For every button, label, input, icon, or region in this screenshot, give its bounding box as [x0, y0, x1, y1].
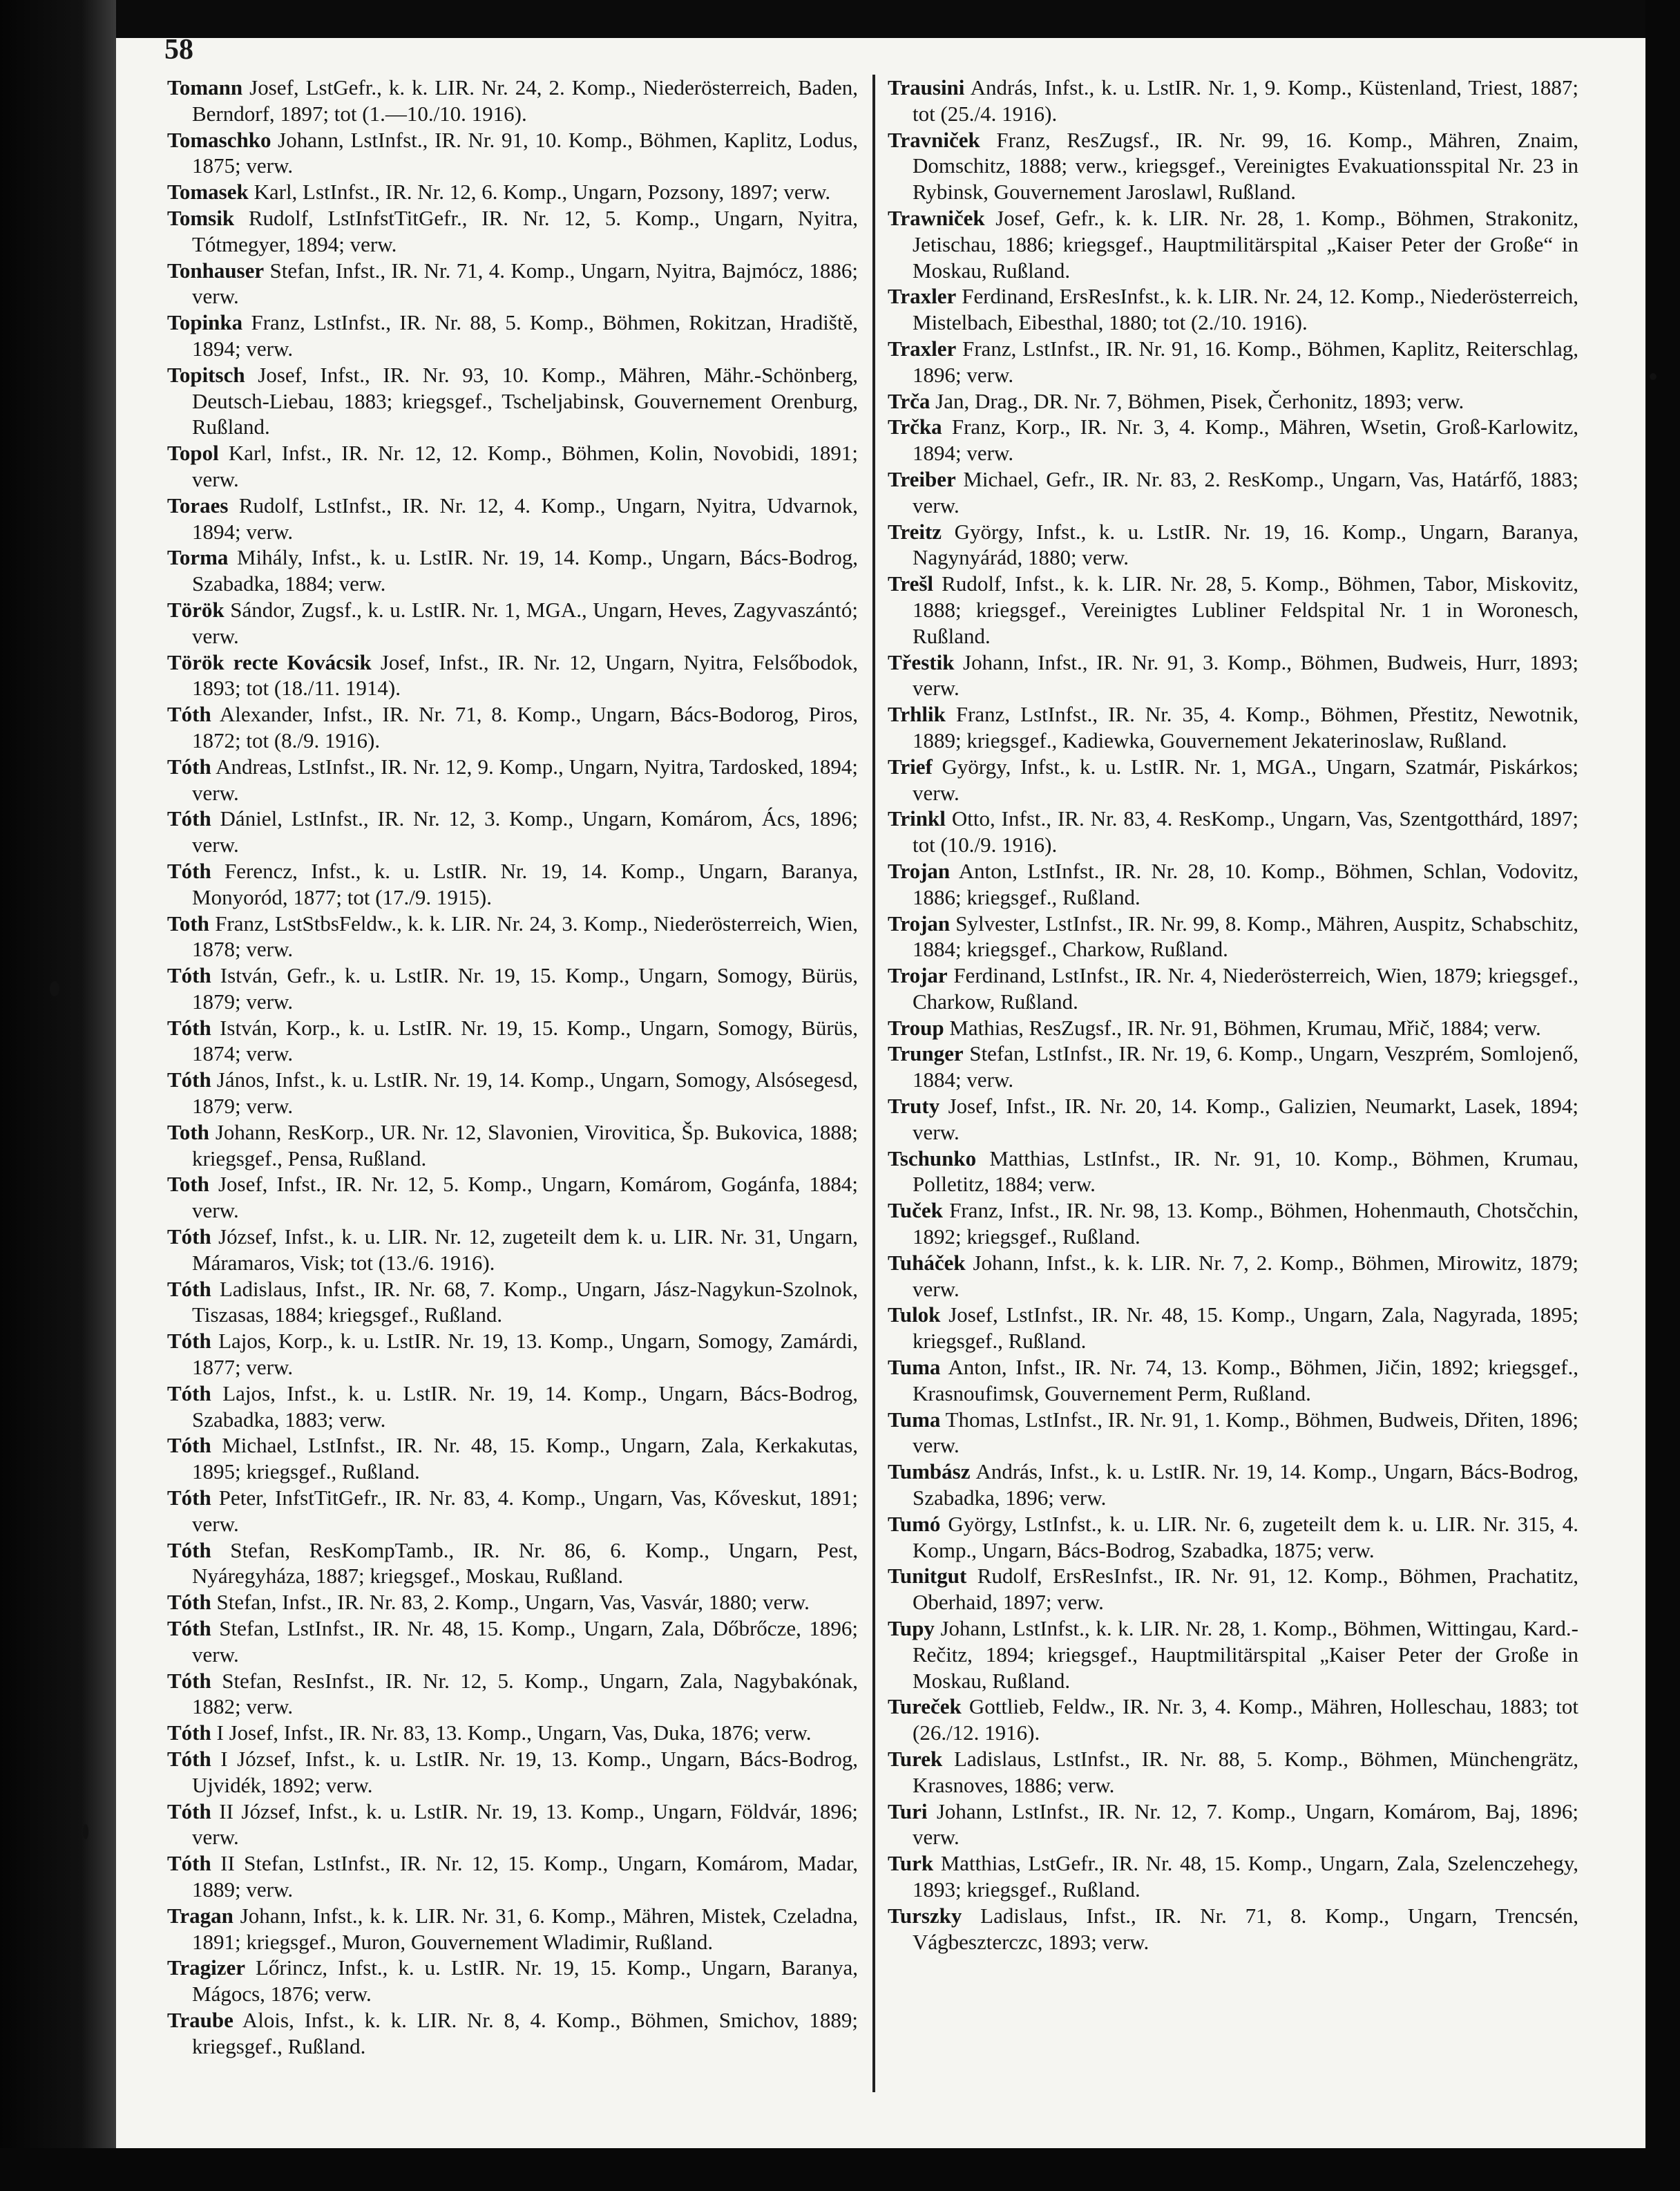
- entry-details: Franz, ResZugsf., IR. Nr. 99, 16. Komp., Mähren, Znaim, Domschitz, 1888; verw., kriegsgef., Vereinigtes Evakuationsspital Nr. 23 in Rybinsk, Gouvernement Jaroslawl, Rußland.: [913, 127, 1578, 205]
- list-entry: [167, 1615, 858, 1668]
- entry-details: Thomas, LstInfst., IR. Nr. 91, 1. Komp., Böhmen, Budweis, Dřiten, 1896; verw.: [913, 1407, 1578, 1458]
- entry-surname: Tóth: [167, 1720, 211, 1745]
- entry-surname: Torma: [167, 545, 229, 570]
- entry-details: Rudolf, Infst., k. k. LIR. Nr. 28, 5. Komp., Böhmen, Tabor, Miskovitz, 1888; kriegsgef., Vereinigtes Lubliner Feldspital Nr. 1 in Woronesch, Rußland.: [913, 571, 1579, 648]
- entry-surname: Tóth: [167, 754, 211, 779]
- list-entry: [888, 1015, 1578, 1041]
- entry-surname: Tóth: [167, 1068, 211, 1092]
- entry-details: Karl, Infst., IR. Nr. 12, 12. Komp., Böhmen, Kolin, Novobidi, 1891; verw.: [192, 441, 858, 491]
- list-entry: [888, 649, 1578, 702]
- entry-surname: Travniček: [888, 127, 980, 152]
- list-entry: [167, 1067, 858, 1119]
- entry-surname: Tonhauser: [167, 258, 265, 283]
- list-entry: [888, 1146, 1578, 1198]
- entry-details: Michael, Gefr., IR. Nr. 83, 2. ResKomp., Ungarn, Vas, Határfő, 1883; verw.: [913, 466, 1578, 518]
- entry-surname: Traxler: [888, 284, 957, 309]
- list-entry: [167, 911, 858, 963]
- entry-surname: Trča: [888, 388, 930, 413]
- entry-surname: Tulok: [888, 1302, 941, 1327]
- entry-surname: Tuma: [888, 1355, 941, 1380]
- entry-surname: Tomaschko: [167, 127, 271, 152]
- list-entry: [167, 1485, 858, 1537]
- list-entry: [888, 75, 1578, 127]
- entry-surname: Trojan: [888, 858, 951, 883]
- entry-details: Franz, LstInfst., IR. Nr. 88, 5. Komp., Böhmen, Rokitzan, Hradiště, 1894; verw.: [192, 310, 858, 361]
- entry-details: Sándor, Zugsf., k. u. LstIR. Nr. 1, MGA., Ungarn, Heves, Zagyvaszántó; verw.: [192, 597, 859, 648]
- entry-surname: Tunitgut: [888, 1564, 967, 1588]
- entry-details: Lajos, Infst., k. u. LstIR. Nr. 19, 14. Komp., Ungarn, Bács-Bodrog, Szabadka, 1883; verw.: [192, 1381, 858, 1432]
- entry-details: Johann, LstInfst., IR. Nr. 91, 10. Komp., Böhmen, Kaplitz, Lodus, 1875; verw.: [192, 127, 858, 178]
- entry-details: György, Infst., k. u. LstIR. Nr. 1, MGA., Ungarn, Szatmár, Piskárkos; verw.: [913, 754, 1579, 805]
- entry-details: Josef, Infst., IR. Nr. 12, Ungarn, Nyitra, Felsőbodok, 1893; tot (18./11. 1914).: [192, 649, 858, 701]
- list-entry: [167, 1589, 858, 1615]
- list-entry: [888, 519, 1578, 571]
- entry-details: Gottlieb, Feldw., IR. Nr. 3, 4. Komp., Mähren, Holleschau, 1883; tot (26./12. 1916).: [913, 1694, 1578, 1745]
- scan-border-right: [1645, 0, 1680, 2191]
- entry-surname: Tóth: [167, 1616, 211, 1641]
- entry-details: Ladislaus, Infst., IR. Nr. 68, 7. Komp., Ungarn, Jász-Nagykun-Szolnok, Tiszasas, 1884; kriegsgef., Rußland.: [192, 1276, 858, 1327]
- list-entry: [167, 310, 858, 362]
- list-entry: [167, 1850, 858, 1903]
- entry-surname: Trunger: [888, 1041, 964, 1066]
- entry-details: Mihály, Infst., k. u. LstIR. Nr. 19, 14. Komp., Ungarn, Bács-Bodrog, Szabadka, 1884; verw.: [192, 545, 858, 596]
- left-column: [167, 75, 858, 2060]
- list-entry: [888, 1563, 1578, 1615]
- entry-details: Peter, InfstTitGefr., IR. Nr. 83, 4. Komp., Ungarn, Vas, Kőveskut, 1891; verw.: [192, 1486, 859, 1536]
- entry-surname: Tóth: [167, 1537, 211, 1562]
- list-entry: [167, 258, 858, 310]
- entry-details: Sylvester, LstInfst., IR. Nr. 99, 8. Komp., Mähren, Auspitz, Schabschitz, 1884; kriegsgef., Charkow, Rußland.: [913, 911, 1578, 962]
- entry-surname: Turi: [888, 1799, 928, 1823]
- list-entry: [888, 466, 1578, 519]
- list-entry: [167, 1328, 858, 1381]
- list-entry: [167, 858, 858, 911]
- list-entry: [888, 1302, 1578, 1354]
- entry-details: Stefan, LstInfst., IR. Nr. 48, 15. Komp., Ungarn, Zala, Dőbrőcze, 1896; verw.: [192, 1616, 858, 1667]
- entry-surname: Tóth: [167, 806, 211, 831]
- entry-surname: Tuček: [888, 1198, 943, 1223]
- entry-details: Stefan, ResKompTamb., IR. Nr. 86, 6. Komp., Ungarn, Pest, Nyáregyháza, 1887; kriegsgef., Moskau, Rußland.: [192, 1537, 858, 1588]
- entry-details: János, Infst., k. u. LstIR. Nr. 19, 14. Komp., Ungarn, Somogy, Alsósegesd, 1879; verw.: [192, 1068, 858, 1119]
- entry-surname: Toth: [167, 1119, 209, 1144]
- entry-details: Stefan, LstInfst., IR. Nr. 19, 6. Komp., Ungarn, Veszprém, Somlojenő, 1884; verw.: [913, 1041, 1579, 1092]
- list-entry: [888, 1694, 1578, 1746]
- entry-details: Johann, Infst., IR. Nr. 91, 3. Komp., Böhmen, Budweis, Hurr, 1893; verw.: [913, 649, 1578, 701]
- entry-details: György, LstInfst., k. u. LIR. Nr. 6, zugeteilt dem k. u. LIR. Nr. 315, 4. Komp., Ungarn, Bács-Bodrog, Szabadka, 1875; verw.: [913, 1511, 1579, 1562]
- entry-surname: Traube: [167, 2007, 233, 2032]
- list-entry: [167, 1015, 858, 1068]
- entry-details: Josef, Gefr., k. k. LIR. Nr. 28, 1. Komp., Böhmen, Strakonitz, Jetischau, 1886; kriegsgef., Hauptmilitärspital „Kaiser Peter der Große“ in Moskau, Rußland.: [913, 205, 1579, 283]
- list-entry: [888, 1615, 1578, 1694]
- entry-surname: Tóth: [167, 1329, 211, 1354]
- entry-surname: Trawniček: [888, 205, 985, 230]
- entry-details: Ferdinand, ErsResInfst., k. k. LIR. Nr. 24, 12. Komp., Niederösterreich, Mistelbach, Eibesthal, 1880; tot (2./10. 1916).: [913, 284, 1578, 335]
- list-entry: [888, 388, 1578, 415]
- entry-surname: Tóth: [167, 702, 211, 727]
- entry-surname: Troup: [888, 1015, 944, 1040]
- list-entry: [888, 1511, 1578, 1564]
- list-entry: [167, 1381, 858, 1433]
- entry-surname: Tóth: [167, 1224, 211, 1249]
- entry-details: Anton, Infst., IR. Nr. 74, 13. Komp., Böhmen, Jičin, 1892; kriegsgef., Krasnoufimsk, Gouvernement Perm, Rußland.: [913, 1355, 1578, 1405]
- entry-details: József, Infst., k. u. LIR. Nr. 12, zugeteilt dem k. u. LIR. Nr. 31, Ungarn, Máramaros, Visk; tot (13./6. 1916).: [192, 1224, 858, 1275]
- entry-details: Johann, LstInfst., IR. Nr. 12, 7. Komp., Ungarn, Komárom, Baj, 1896; verw.: [913, 1799, 1578, 1850]
- entry-details: Anton, LstInfst., IR. Nr. 28, 10. Komp., Böhmen, Schlan, Vodovitz, 1886; kriegsgef., Rußland.: [913, 858, 1578, 909]
- list-entry: [888, 336, 1578, 388]
- entry-surname: Trinkl: [888, 806, 946, 831]
- list-entry: [888, 127, 1578, 205]
- entry-surname: Tóth: [167, 1590, 211, 1615]
- entry-surname: Török recte Kovácsik: [167, 649, 372, 674]
- entry-details: Franz, LstStbsFeldw., k. k. LIR. Nr. 24, 3. Komp., Niederösterreich, Wien, 1878; verw.: [192, 911, 859, 962]
- entry-surname: Topol: [167, 441, 219, 466]
- list-entry: [167, 127, 858, 180]
- entry-details: Jan, Drag., DR. Nr. 7, Böhmen, Pisek, Čerhonitz, 1893; verw.: [935, 388, 1464, 413]
- right-column: [888, 75, 1578, 1955]
- entry-details: Mathias, ResZugsf., IR. Nr. 91, Böhmen, Krumau, Mřič, 1884; verw.: [949, 1015, 1541, 1040]
- list-entry: [888, 806, 1578, 858]
- list-entry: [888, 858, 1578, 911]
- entry-surname: Tumó: [888, 1511, 941, 1536]
- entry-surname: Topinka: [167, 310, 243, 335]
- list-entry: [167, 544, 858, 597]
- list-entry: [888, 962, 1578, 1015]
- entry-details: Franz, LstInfst., IR. Nr. 91, 16. Komp., Böhmen, Kaplitz, Reiterschlag, 1896; verw.: [913, 336, 1578, 387]
- list-entry: [167, 1720, 858, 1746]
- entry-details: Franz, LstInfst., IR. Nr. 35, 4. Komp., Böhmen, Přestitz, Newotnik, 1889; kriegsgef., Kadiewka, Gouvernement Jekaterinoslaw, Rußland.: [913, 702, 1578, 752]
- list-entry: [167, 701, 858, 754]
- list-entry: [888, 205, 1578, 283]
- entry-details: Matthias, LstInfst., IR. Nr. 91, 10. Komp., Böhmen, Krumau, Polletitz, 1884; verw.: [913, 1146, 1579, 1197]
- list-entry: [167, 362, 858, 440]
- entry-surname: Trojar: [888, 963, 948, 988]
- entry-details: András, Infst., k. u. LstIR. Nr. 1, 9. Komp., Küstenland, Triest, 1887; tot (25./4. 1916).: [913, 75, 1578, 126]
- entry-details: Andreas, LstInfst., IR. Nr. 12, 9. Komp., Ungarn, Nyitra, Tardosked, 1894; verw.: [192, 754, 859, 805]
- entry-surname: Turk: [888, 1851, 934, 1876]
- list-entry: [167, 1537, 858, 1590]
- entry-details: András, Infst., k. u. LstIR. Nr. 19, 14. Komp., Ungarn, Bács-Bodrog, Szabadka, 1896; verw.: [913, 1459, 1578, 1510]
- list-entry: [888, 1093, 1578, 1146]
- entry-details: Josef, Infst., IR. Nr. 93, 10. Komp., Mähren, Mähr.-Schönberg, Deutsch-Liebau, 1883; kriegsgef., Tscheljabinsk, Gouvernement Orenburg, Rußland.: [192, 362, 858, 439]
- entry-surname: Trčka: [888, 415, 942, 439]
- scan-border-bottom: [0, 2148, 1680, 2191]
- entry-surname: Turek: [888, 1747, 943, 1771]
- list-entry: [888, 754, 1578, 806]
- list-entry: [167, 649, 858, 702]
- entry-surname: Tóth: [167, 1851, 211, 1876]
- list-entry: [167, 1432, 858, 1485]
- scan-border-top: [0, 0, 1680, 38]
- entry-surname: Tóth: [167, 1381, 211, 1405]
- list-entry: [888, 1250, 1578, 1302]
- entry-details: Rudolf, ErsResInfst., IR. Nr. 91, 12. Komp., Böhmen, Prachatitz, Oberhaid, 1897; verw.: [913, 1564, 1579, 1615]
- entry-surname: Truty: [888, 1094, 940, 1119]
- entry-surname: Tóth: [167, 1015, 211, 1040]
- column-divider: [872, 75, 875, 2092]
- list-entry: [167, 1668, 858, 1720]
- entry-surname: Tóth: [167, 1276, 211, 1301]
- entry-details: Johann, Infst., k. k. LIR. Nr. 7, 2. Komp., Böhmen, Mirowitz, 1879; verw.: [913, 1250, 1579, 1301]
- scan-border-left: [0, 0, 116, 2191]
- entry-details: Lőrincz, Infst., k. u. LstIR. Nr. 19, 15. Komp., Ungarn, Baranya, Mágocs, 1876; verw.: [192, 1955, 858, 2007]
- ink-speck: [1650, 373, 1657, 380]
- list-entry: [888, 1354, 1578, 1407]
- list-entry: [167, 1746, 858, 1799]
- entry-surname: Toth: [167, 1172, 209, 1197]
- list-entry: [888, 1799, 1578, 1851]
- list-entry: [167, 493, 858, 545]
- list-entry: [167, 1276, 858, 1329]
- entry-surname: Turszky: [888, 1903, 962, 1928]
- list-entry: [167, 75, 858, 127]
- entry-details: Michael, LstInfst., IR. Nr. 48, 15. Komp., Ungarn, Zala, Kerkakutas, 1895; kriegsgef., Rußland.: [192, 1433, 858, 1484]
- entry-details: Ferencz, Infst., k. u. LstIR. Nr. 19, 14. Komp., Ungarn, Baranya, Monyoród, 1877; tot (17./9. 1915).: [192, 858, 858, 909]
- entry-details: Johann, Infst., k. k. LIR. Nr. 31, 6. Komp., Mähren, Mistek, Czeladna, 1891; kriegsgef., Muron, Gouvernement Wladimir, Rußland.: [192, 1903, 858, 1954]
- entry-surname: Tóth: [167, 963, 211, 988]
- entry-surname: Tóth: [167, 858, 211, 883]
- entry-details: I József, Infst., k. u. LstIR. Nr. 19, 13. Komp., Ungarn, Bács-Bodrog, Ujvidék, 1892; verw.: [192, 1747, 859, 1797]
- entry-surname: Treiber: [888, 466, 956, 491]
- list-entry: [167, 597, 858, 649]
- entry-details: Johann, ResKorp., UR. Nr. 12, Slavonien, Virovitica, Šp. Bukovica, 1888; kriegsgef., Pensa, Rußland.: [192, 1119, 859, 1170]
- entry-details: Ferdinand, LstInfst., IR. Nr. 4, Niederösterreich, Wien, 1879; kriegsgef., Charkow, Rußland.: [913, 963, 1579, 1014]
- entry-details: István, Gefr., k. u. LstIR. Nr. 19, 15. Komp., Ungarn, Somogy, Bürüs, 1879; verw.: [192, 963, 858, 1014]
- list-entry: [167, 440, 858, 493]
- list-entry: [888, 283, 1578, 336]
- list-entry: [167, 2007, 858, 2060]
- entry-details: Stefan, Infst., IR. Nr. 83, 2. Komp., Ungarn, Vas, Vasvár, 1880; verw.: [216, 1590, 810, 1615]
- list-entry: [888, 1903, 1578, 1955]
- entry-details: Otto, Infst., IR. Nr. 83, 4. ResKomp., Ungarn, Vas, Szentgotthárd, 1897; tot (10./9. 1916).: [913, 806, 1578, 857]
- entry-surname: Török: [167, 597, 225, 622]
- list-entry: [888, 414, 1578, 466]
- list-entry: [167, 1903, 858, 1955]
- entry-surname: Topitsch: [167, 362, 245, 387]
- entry-surname: Traxler: [888, 336, 957, 361]
- list-entry: [167, 1799, 858, 1851]
- entry-details: Josef, LstGefr., k. k. LIR. Nr. 24, 2. Komp., Niederösterreich, Baden, Berndorf, 1897; tot (1.—10./10. 1916).: [192, 75, 859, 126]
- entry-details: Franz, Korp., IR. Nr. 3, 4. Komp., Mähren, Wsetin, Groß-Karlowitz, 1894; verw.: [913, 415, 1579, 466]
- list-entry: [167, 962, 858, 1015]
- list-entry: [888, 1041, 1578, 1093]
- entry-details: Alois, Infst., k. k. LIR. Nr. 8, 4. Komp., Böhmen, Smichov, 1889; kriegsgef., Rußland.: [192, 2007, 859, 2058]
- entry-surname: Toth: [167, 911, 209, 936]
- entry-surname: Tupy: [888, 1616, 935, 1641]
- entry-surname: Trojan: [888, 911, 951, 936]
- entry-details: Josef, Infst., IR. Nr. 12, 5. Komp., Ungarn, Komárom, Gogánfa, 1884; verw.: [192, 1172, 859, 1223]
- entry-details: II József, Infst., k. u. LstIR. Nr. 19, 13. Komp., Ungarn, Földvár, 1896; verw.: [192, 1799, 858, 1850]
- list-entry: [167, 205, 858, 258]
- entry-details: István, Korp., k. u. LstIR. Nr. 19, 15. Komp., Ungarn, Somogy, Bürüs, 1874; verw.: [192, 1015, 859, 1066]
- entry-surname: Tomann: [167, 75, 243, 99]
- list-entry: [888, 1850, 1578, 1903]
- entry-surname: Treitz: [888, 519, 942, 544]
- entry-details: Josef, Infst., IR. Nr. 20, 14. Komp., Galizien, Neumarkt, Lasek, 1894; verw.: [913, 1094, 1579, 1144]
- list-entry: [167, 1224, 858, 1276]
- entry-surname: Tóth: [167, 1668, 211, 1693]
- list-entry: [888, 1746, 1578, 1799]
- list-entry: [888, 1407, 1578, 1459]
- entry-surname: Tureček: [888, 1694, 962, 1719]
- entry-details: Rudolf, LstInfst., IR. Nr. 12, 4. Komp., Ungarn, Nyitra, Udvarnok, 1894; verw.: [192, 493, 858, 544]
- page-number: 58: [164, 34, 193, 66]
- entry-surname: Toraes: [167, 493, 229, 518]
- ink-speck: [50, 981, 59, 996]
- entry-details: Stefan, ResInfst., IR. Nr. 12, 5. Komp., Ungarn, Zala, Nagybakónak, 1882; verw.: [192, 1668, 858, 1719]
- list-entry: [167, 1119, 858, 1172]
- entry-surname: Tóth: [167, 1747, 211, 1771]
- entry-details: I Josef, Infst., IR. Nr. 83, 13. Komp., Ungarn, Vas, Duka, 1876; verw.: [216, 1720, 812, 1745]
- list-entry: [888, 911, 1578, 963]
- entry-surname: Tomasek: [167, 180, 249, 205]
- entry-details: Matthias, LstGefr., IR. Nr. 48, 15. Komp., Ungarn, Zala, Szelenczehegy, 1893; kriegsgef., Rußland.: [913, 1851, 1579, 1901]
- entry-surname: Tragizer: [167, 1955, 246, 1980]
- entry-details: Josef, LstInfst., IR. Nr. 48, 15. Komp., Ungarn, Zala, Nagyrada, 1895; kriegsgef., Rußland.: [913, 1302, 1578, 1354]
- entry-surname: Tuháček: [888, 1250, 966, 1275]
- entry-surname: Tóth: [167, 1433, 211, 1458]
- entry-details: Ladislaus, LstInfst., IR. Nr. 88, 5. Komp., Böhmen, Münchengrätz, Krasnoves, 1886; verw.: [913, 1747, 1578, 1797]
- entry-surname: Tragan: [167, 1903, 233, 1928]
- entry-surname: Trief: [888, 754, 933, 779]
- ink-speck: [83, 1824, 88, 1839]
- entry-surname: Tomsik: [167, 205, 235, 230]
- entry-details: II Stefan, LstInfst., IR. Nr. 12, 15. Komp., Ungarn, Komárom, Madar, 1889; verw.: [192, 1851, 859, 1901]
- entry-surname: Trešl: [888, 571, 934, 596]
- entry-surname: Tuma: [888, 1407, 941, 1432]
- entry-details: Lajos, Korp., k. u. LstIR. Nr. 19, 13. Komp., Ungarn, Somogy, Zamárdi, 1877; verw.: [192, 1329, 858, 1380]
- list-entry: [167, 754, 858, 806]
- entry-details: Karl, LstInfst., IR. Nr. 12, 6. Komp., Ungarn, Pozsony, 1897; verw.: [254, 180, 831, 205]
- list-entry: [888, 1197, 1578, 1250]
- list-entry: [888, 1459, 1578, 1511]
- list-entry: [167, 806, 858, 858]
- list-entry: [167, 179, 858, 205]
- entry-surname: Tumbász: [888, 1459, 971, 1484]
- list-entry: [888, 701, 1578, 754]
- entry-surname: Trausini: [888, 75, 965, 99]
- entry-details: György, Infst., k. u. LstIR. Nr. 19, 16. Komp., Ungarn, Baranya, Nagynyárád, 1880; verw.: [913, 519, 1579, 570]
- entry-surname: Tschunko: [888, 1146, 977, 1170]
- list-entry: [167, 1955, 858, 2007]
- entry-details: Dániel, LstInfst., IR. Nr. 12, 3. Komp., Ungarn, Komárom, Ács, 1896; verw.: [192, 806, 859, 857]
- entry-surname: Trhlik: [888, 702, 946, 727]
- entry-surname: Tóth: [167, 1486, 211, 1510]
- entry-surname: Tóth: [167, 1799, 211, 1823]
- entry-details: Ladislaus, Infst., IR. Nr. 71, 8. Komp., Ungarn, Trencsén, Vágbeszterczc, 1893; verw.: [913, 1903, 1579, 1954]
- entry-details: Stefan, Infst., IR. Nr. 71, 4. Komp., Ungarn, Nyitra, Bajmócz, 1886; verw.: [192, 258, 858, 309]
- list-entry: [167, 1171, 858, 1224]
- entry-surname: Třestik: [888, 649, 955, 674]
- entry-details: Franz, Infst., IR. Nr. 98, 13. Komp., Böhmen, Hohenmauth, Chotsčchin, 1892; kriegsgef., Rußland.: [913, 1198, 1578, 1249]
- list-entry: [888, 571, 1578, 649]
- entry-details: Rudolf, LstInfstTitGefr., IR. Nr. 12, 5. Komp., Ungarn, Nyitra, Tótmegyer, 1894; verw.: [192, 205, 859, 256]
- entry-details: Alexander, Infst., IR. Nr. 71, 8. Komp., Ungarn, Bács-Bodorog, Piros, 1872; tot (8./9. 1916).: [192, 702, 858, 752]
- entry-details: Johann, LstInfst., k. k. LIR. Nr. 28, 1. Komp., Böhmen, Wittingau, Kard.-Rečitz, 1894; kriegsgef., Hauptmilitärspital „Kaiser Peter der Große in Moskau, Rußland.: [913, 1616, 1578, 1693]
